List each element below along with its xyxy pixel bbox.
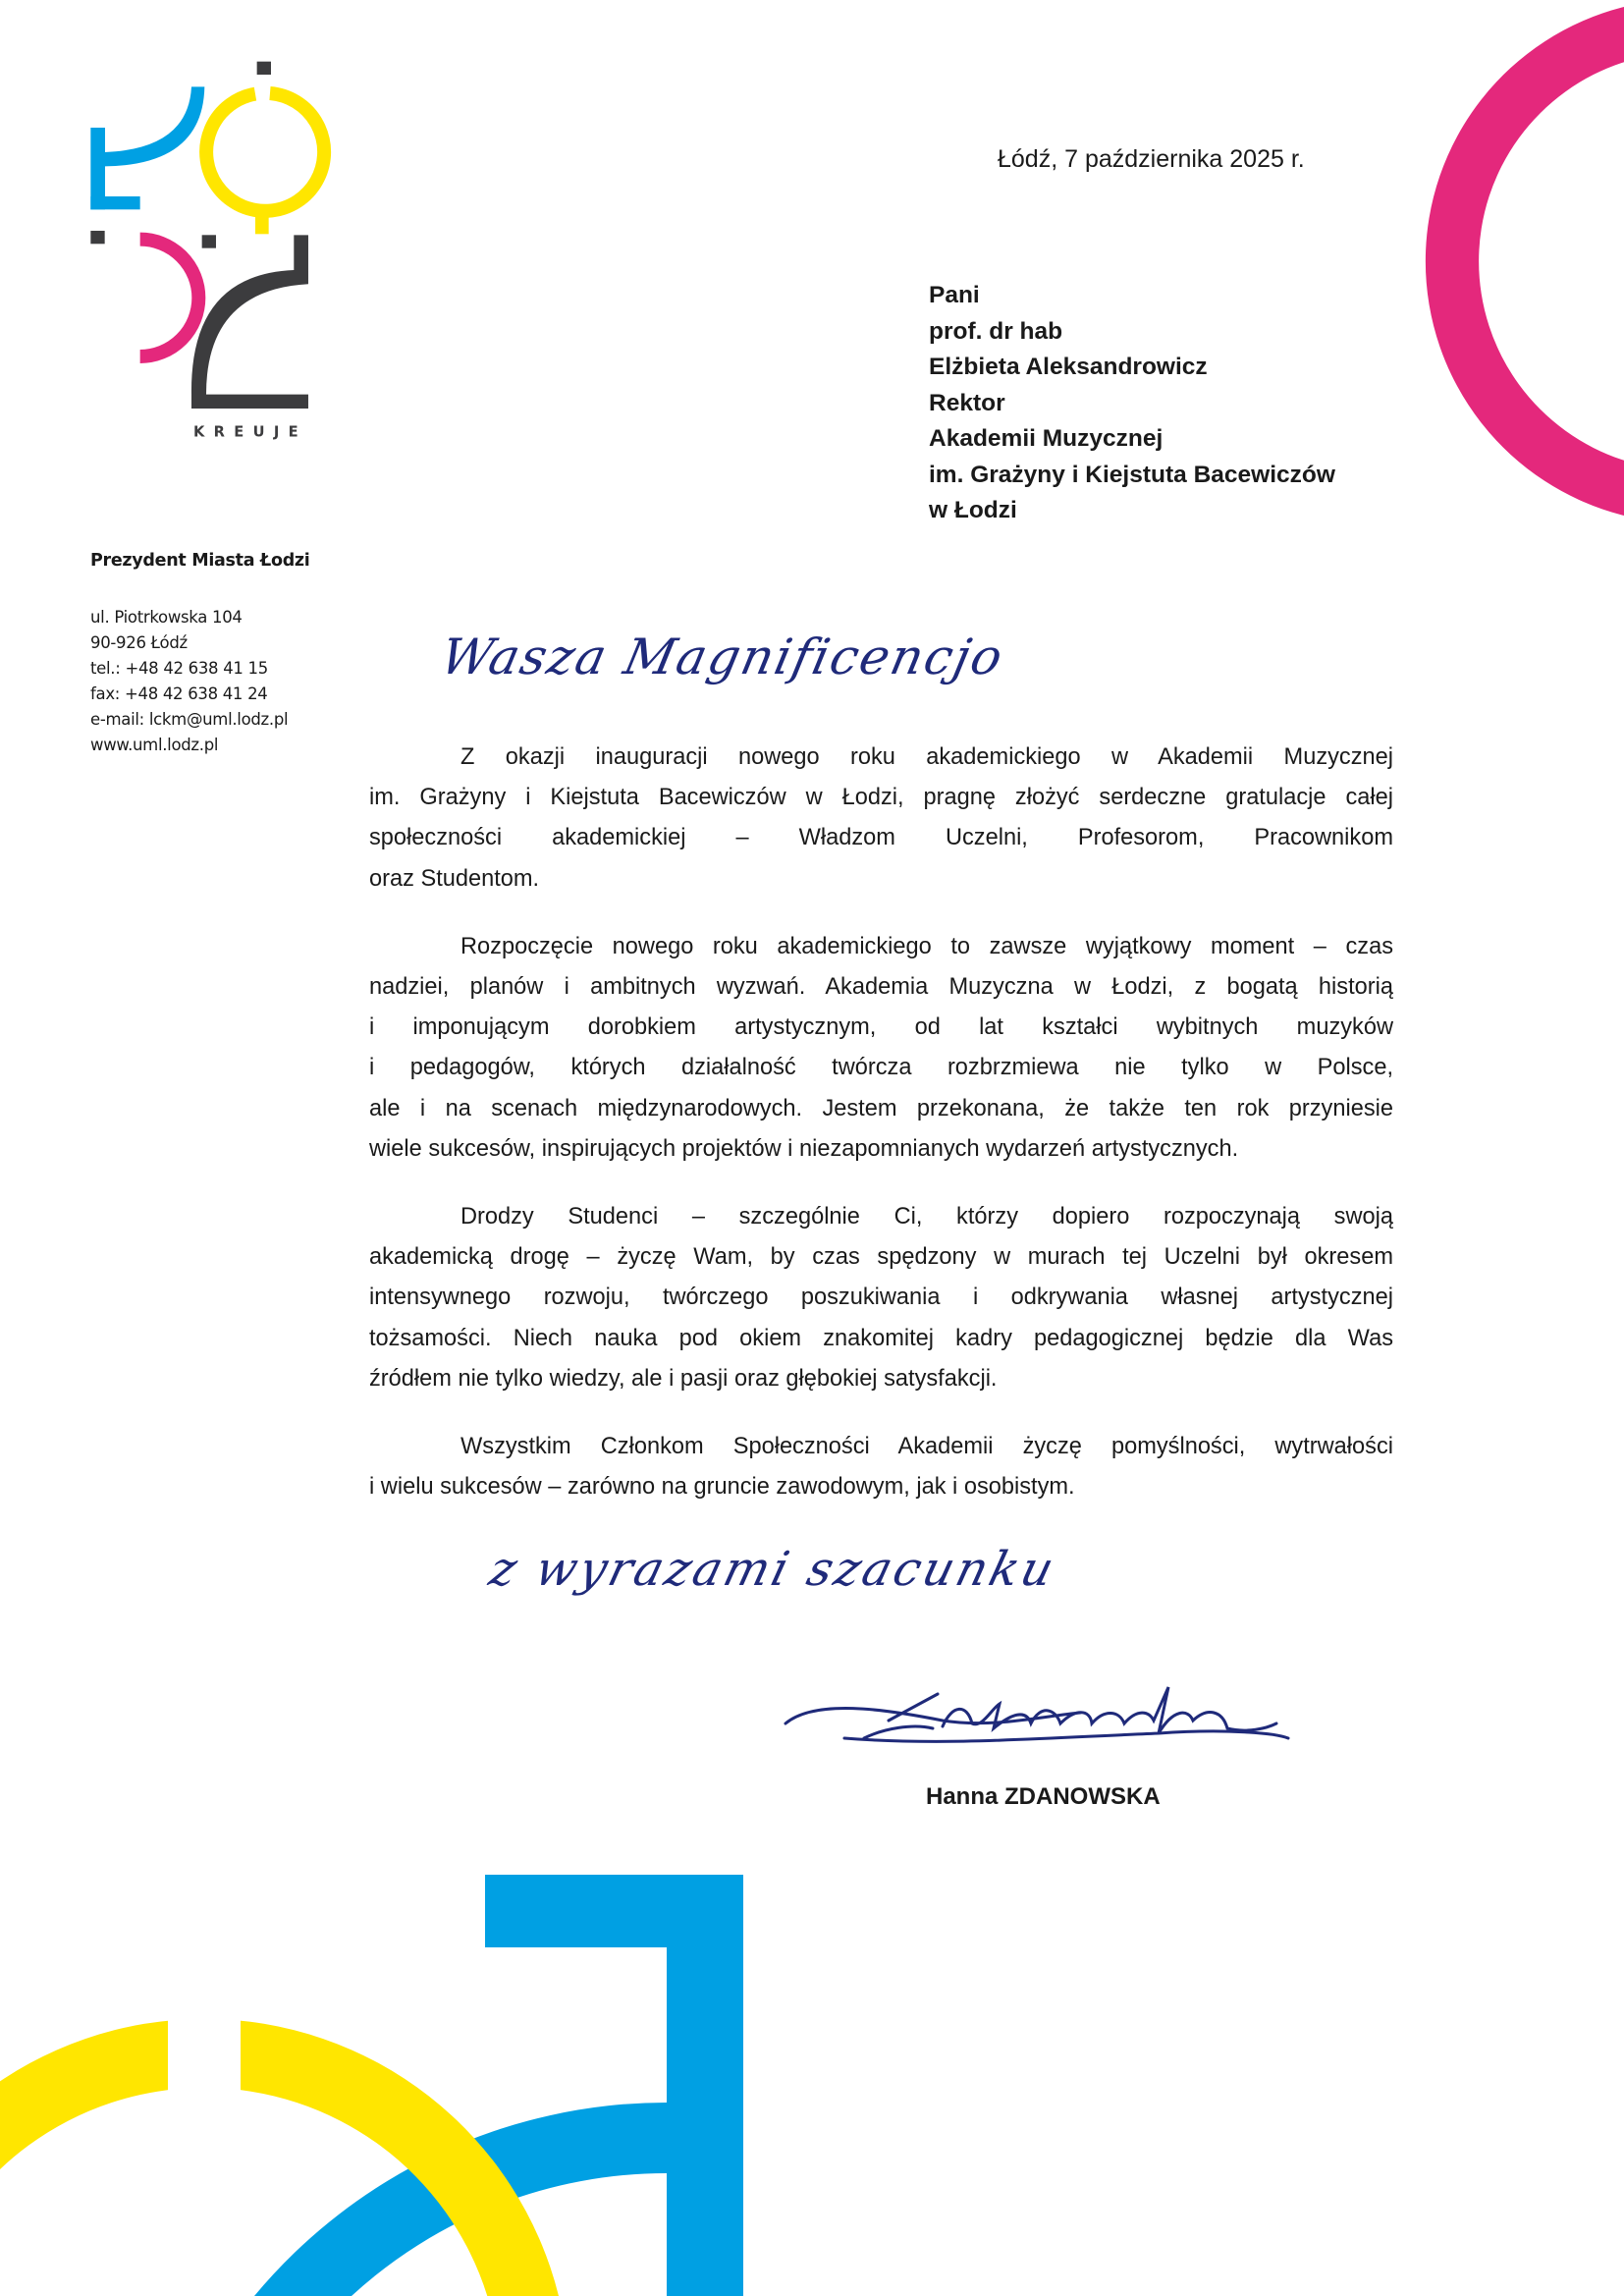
recipient-line: Rektor [929, 389, 1005, 416]
sender-title: Prezydent Miasta Łodzi [90, 551, 310, 571]
paragraph-line: tożsamości. Niech nauka pod okiem znakomitej kadry pedagogicznej będzie dla Was [369, 1325, 1393, 1351]
paragraph-line: społeczności akademickiej – Władzom Uczelni, Profesorom, Pracownikom [369, 825, 1393, 851]
paragraph-line: ale i na scenach międzynarodowych. Jestem przekonana, że także ten rok przyniesie [369, 1095, 1393, 1121]
sender-phone: tel.: +48 42 638 41 15 [90, 659, 268, 678]
recipient-line: Akademii Muzycznej [929, 425, 1164, 452]
handwritten-closing: z wyrazami szacunku [484, 1542, 1062, 1597]
paragraph-line: wiele sukcesów, inspirujących projektów i niezapomnianych wydarzeń artystycznych. [369, 1135, 1239, 1162]
recipient-line: prof. dr hab [929, 317, 1063, 345]
recipient-line: Elżbieta Aleksandrowicz [929, 354, 1208, 380]
sender-address-street: ul. Piotrkowska 104 [90, 608, 243, 627]
sender-contact [90, 605, 288, 758]
paragraph-line: i pedagogów, których działalność twórcza rozbrzmiewa nie tylko w Polsce, [369, 1055, 1393, 1081]
paragraph-line: intensywnego rozwoju, twórczego poszukiwania i odkrywania własnej artystycznej [369, 1285, 1393, 1311]
paragraph-line: Z okazji inauguracji nowego roku akademickiego w Akademii Muzycznej [460, 744, 1393, 770]
sender-address-city: 90-926 Łódź [90, 633, 188, 652]
recipient-line: Pani [929, 282, 980, 308]
signatory-name: Hanna ZDANOWSKA [926, 1783, 1161, 1810]
letter-date: Łódź, 7 października 2025 r. [998, 145, 1305, 173]
paragraph-line: i imponującym dorobkiem artystycznym, od lat kształci wybitnych muzyków [369, 1014, 1393, 1041]
lodz-kreuje-logo [90, 62, 324, 441]
paragraph-line: Drodzy Studenci – szczególnie Ci, którzy dopiero rozpoczynają swoją [460, 1204, 1393, 1230]
paragraph-line: im. Grażyny i Kiejstuta Bacewiczów w Łodzi, pragnę złożyć serdeczne gratulacje całej [369, 785, 1393, 811]
paragraph [369, 1427, 1393, 1507]
paragraph-line: akademicką drogę – życzę Wam, by czas spędzony w murach tej Uczelni był okresem [369, 1244, 1393, 1271]
paragraph-line: nadziei, planów i ambitnych wyzwań. Akademia Muzyczna w Łodzi, z bogatą historią [369, 974, 1393, 1001]
sender-email-link[interactable]: e-mail: lckm@uml.lodz.pl [90, 710, 289, 729]
paragraph-line: i wielu sukcesów – zarówno na gruncie zawodowym, jak i osobistym. [369, 1474, 1075, 1501]
magenta-ring-decoration [1426, 7, 1624, 516]
handwritten-salutation: Wasza Magnificencjo [435, 629, 1009, 685]
paragraph [369, 1197, 1393, 1399]
paragraph-line: oraz Studentom. [369, 865, 540, 892]
paragraph-line: źródłem nie tylko wiedzy, ale i pasji oraz głębokiej satysfakcji. [369, 1365, 998, 1392]
sender-website-link[interactable]: www.uml.lodz.pl [90, 736, 219, 754]
recipient-line: im. Grażyny i Kiejstuta Bacewiczów [929, 461, 1335, 488]
recipient-block [929, 278, 1335, 529]
recipient-line: w Łodzi [929, 497, 1017, 523]
yellow-ring-decoration [0, 2019, 559, 2296]
paragraph [369, 738, 1393, 900]
paragraph [369, 927, 1393, 1170]
logo-text: KREUJE [192, 423, 307, 441]
letter-body [369, 738, 1393, 1535]
paragraph-line: Wszystkim Członkom Społeczności Akademii życzę pomyślności, wytrwałości [460, 1434, 1393, 1460]
handwritten-signature [785, 1687, 1288, 1741]
sender-fax: fax: +48 42 638 41 24 [90, 684, 268, 703]
paragraph-line: Rozpoczęcie nowego roku akademickiego to zawsze wyjątkowy moment – czas [460, 933, 1393, 959]
